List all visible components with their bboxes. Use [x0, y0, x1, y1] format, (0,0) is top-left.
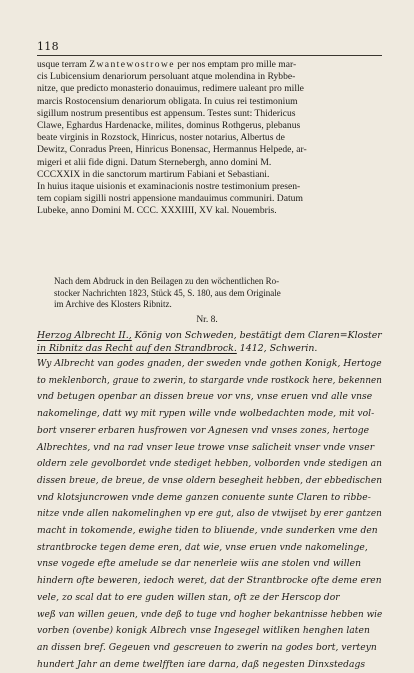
text-line: weß van willen geuen, vnde deß to tuge vnd hogher bekantnisse hebben wie — [37, 609, 383, 620]
text-line: an dissen bref. Gegeuen vnd gescreuen to zwerin na godes bort, verteyn — [37, 642, 377, 653]
text-line: to meklenborch, graue to zwerin, to stargarde vnde rostkock here, bekennen — [37, 375, 382, 386]
document-number: Nr. 8. — [196, 315, 218, 325]
source-note — [54, 276, 384, 311]
text-line: migeri et alii fide digni. Datum Sternebergh, anno domini M. — [37, 156, 272, 168]
heading-line: Herzog Albrecht II., König von Schweden, bestätigt dem Claren=Kloster — [37, 330, 382, 341]
text-line: vnse vogede efte amelude se dar nenerleie wiis ane stolen vnd willen — [37, 559, 362, 570]
text-line: vnd betugen openbar an dissen breue vor vns, vnse eruen vnd alle vnse — [37, 392, 373, 403]
page-number: 118 — [37, 40, 59, 53]
heading-underlined: Herzog Albrecht II., — [37, 330, 132, 341]
text-line: strantbrocke tegen deme eren, dat wie, vnse eruen vnde nakomelinge, — [37, 542, 368, 553]
text-line: nakomelinge, datt wy mit rypen wille vnde wolbedachten mode, mit vol- — [37, 409, 375, 420]
german-charter-text — [37, 356, 382, 673]
text-line: nitze vnde allen nakomelinghen vp ere gut, also de vtwijset by erer gantzen — [37, 509, 382, 520]
text-line: beate virginis in Rozstock, Hinricus, noster notarius, Albertus de — [37, 132, 285, 144]
text-line: In huius itaque uisionis et examinacionis nostre testimonium presen- — [37, 181, 301, 193]
text-line: Lubeke, anno Domini M. CCC. XXXIIII, XV kal. Nouembris. — [37, 205, 277, 217]
text-line: macht in tokomende, ewighe tiden to bliuende, vnde sunderken vme den — [37, 526, 378, 537]
text-line: dissen breue, de breue, de vnse oldern besegheit hebben, der ebbedischen — [37, 475, 383, 486]
text-line: Wy Albrecht van godes gnaden, der sweden vnde gothen Konigk, Hertoge — [37, 359, 382, 369]
text-line: bort vnserer erbaren husfrowen vor Agnesen vnd vnses zones, hertoge — [37, 425, 370, 436]
spaced-place-name: Zwantewostrowe — [89, 59, 175, 70]
text-line: hindern ofte beweren, iedoch weret, dat der Strantbrocke ofte deme eren — [37, 576, 382, 587]
text-line: stocker Nachrichten 1823, Stück 45, S. 180, aus dem Originale — [54, 287, 281, 298]
text-line: Nach dem Abdruck in den Beilagen zu den wöchentlichen Ro- — [54, 276, 280, 286]
text-line: nitze, que predicto monasterio donauimus, redimere ualeant pro mille — [37, 83, 304, 95]
text-line: tem copiam sigilli nostri appensione mandauimus communiri. Datum — [37, 193, 303, 205]
text-line: Albrechtes, vnd na rad vnser leue trowe vnse salicheit vnser vnde vnser — [37, 442, 375, 453]
text-line: CCCXXIX in die sanctorum martirum Fabiani et Sebastiani. — [37, 168, 270, 180]
heading-underlined: in Ribnitz das Recht auf den Strandbrock. — [37, 342, 237, 354]
text-line: oldern zele gevolbordet vnde stediget hebben, volborden vnde stedigen an — [37, 459, 382, 470]
text-line: im Archive des Klosters Ribnitz. — [54, 299, 172, 310]
header-rule — [37, 55, 382, 56]
text-line: cis Lubicensium denariorum persoluant atque molendina in Rybbe- — [37, 71, 296, 83]
text-line: Dewitz, Conradus Preen, Hinricus Bonensac, Hermannus Helpede, ar- — [37, 144, 307, 156]
text-line: vele, zo scal dat to ere guden willen stan, oft ze der Herscop dor — [37, 592, 340, 603]
text-line: sigillum nostrum presentibus est appensum. Testes sunt: Thidericus — [37, 107, 296, 119]
text-line: vnd klotsjuncrowen vnde deme ganzen conuente sunte Claren to ribbe- — [37, 492, 371, 503]
text-line: Clawe, Eghardus Hardenacke, milites, dominus Rothgerus, plebanus — [37, 120, 301, 132]
text-line: vorben (ovenbe) konigk Albrech vnse Ingesegel witliken henghen laten — [37, 626, 370, 637]
heading-line: in Ribnitz das Recht auf den Strandbrock. 1412, Schwerin. — [37, 342, 318, 354]
text-line: usque terram Zwantewostrowe per nos emptam pro mille mar- — [37, 59, 297, 70]
text-line: marcis Rostocensium denariorum obligata. In cuius rei testimonium — [37, 95, 298, 107]
document-heading — [37, 330, 382, 355]
latin-charter-text — [37, 59, 382, 218]
text-line: hundert Jahr an deme twelfften iare darna, daß negesten Dinxstedags — [37, 659, 366, 670]
